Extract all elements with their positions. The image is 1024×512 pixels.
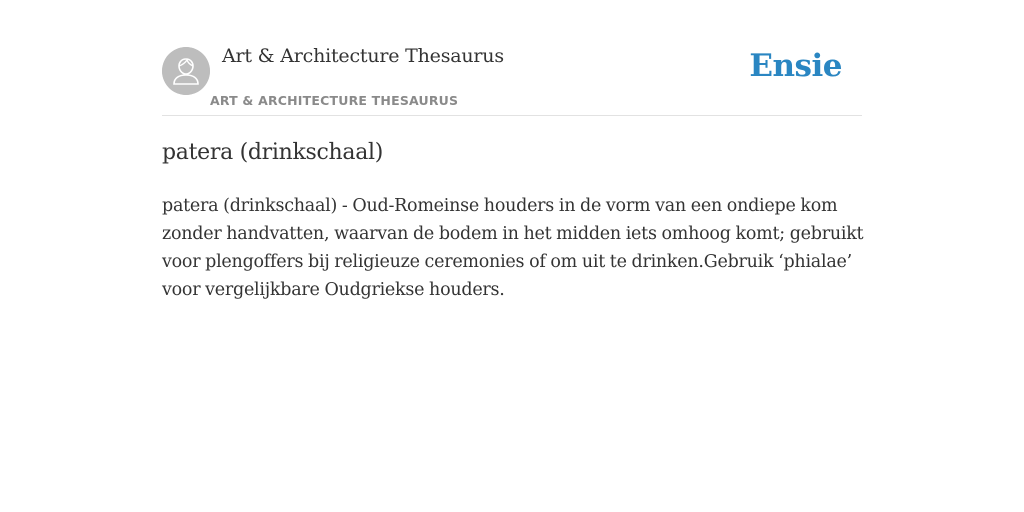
avatar[interactable]	[162, 47, 210, 95]
ensie-logo[interactable]: Ensie	[749, 48, 842, 84]
page-container	[162, 0, 864, 300]
page-title: patera (drinkschaal)	[162, 140, 384, 165]
definition-text: patera (drinkschaal) - Oud-Romeinse houders in de vorm van een ondiepe kom zonder handvatten, waarvan de bodem in het midden iets omhoog komt; gebruikt voor plengoffers bij religieuze ceremonies of om uit te drinken.Gebruik ‘phialae’ voor vergelijkbare Oudgriekse houders.	[162, 196, 864, 300]
source-header	[162, 0, 862, 116]
source-title[interactable]: Art & Architecture Thesaurus	[222, 45, 504, 67]
user-icon	[162, 47, 210, 95]
source-subtitle: ART & ARCHITECTURE THESAURUS	[210, 93, 459, 108]
